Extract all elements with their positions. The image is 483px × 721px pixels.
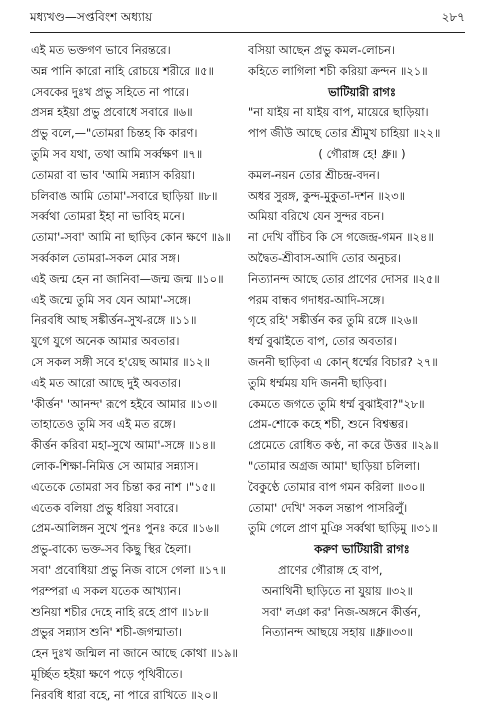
verse-line: লোক-শিক্ষা-নিমিত্ত সে আমার সন্ন্যাস।: [31, 458, 199, 473]
verse-line: তাহাতেও তুমি সব এই মত রঙ্গে।: [31, 417, 176, 432]
right-column: [248, 40, 476, 643]
verse-line: প্রভুর সন্ন্যাস শুনি' শচী-জগন্মাতা।: [31, 625, 183, 640]
raga-heading: ভাটিয়ারী রাগঃ: [328, 84, 396, 99]
verse-line: কহিতে লাগিলা শচী করিয়া ক্রন্দন ॥২১॥: [248, 63, 428, 78]
verse-line: প্রসন্ন হইয়া প্রভু প্রবোধে সবারে ॥৬॥: [31, 105, 193, 120]
verse-line: ধর্ম্ম বুঝাইতে বাপ, তোর অবতার।: [248, 334, 397, 349]
refrain-line: ( গৌরাঙ্গ হে! ধ্রু॥ ): [318, 146, 406, 161]
verse-line: এই মত ভক্তগণ ভাবে নিরন্তরে।: [31, 43, 171, 57]
verse-line: নিরবধি আছ সঙ্কীর্ত্তন-সুখ-রঙ্গে ॥১১॥: [31, 313, 197, 328]
raga-heading: করুণ ভাটিয়ারী রাগঃ: [314, 542, 410, 557]
verse-line: "না যাইয় না যাইয় বাপ, মায়েরে ছাড়িয়া।: [248, 105, 429, 120]
verse-line: চলিবাঙ আমি তোমা'-সবারে ছাড়িয়া ॥৮॥: [31, 188, 218, 203]
verse-line: প্রভু-বাক্যে ভক্ত-সব কিছু স্থির হৈলা।: [31, 542, 192, 557]
verse-line: প্রেম-শোকে কহে শচী, শুনে বিশ্বম্ভর।: [248, 417, 409, 432]
verse-line: শুনিয়া শচীর দেহে নাহি রহে প্রাণ ॥১৮॥: [31, 604, 209, 619]
verse-line: এই মত আরো আছে দুই অবতার।: [31, 375, 182, 390]
verse-line: নিরবধি ধারা বহে, না পারে রাখিতে ॥২০॥: [31, 687, 218, 702]
verse-line: যুগে যুগে অনেক আমার অবতার।: [31, 334, 180, 349]
header-rule: [30, 32, 465, 33]
verse-line: নিত্যানন্দ আছয়ে সহায় ॥ধ্রু॥৩৩॥: [262, 625, 413, 640]
verse-line: অন্ন পানি কারো নাহি রোচয়ে শরীরে ॥৫॥: [31, 63, 214, 78]
verse-line: তুমি গেলে প্রাণ মুঞি সর্ব্বথা ছাড়িমু ॥৩১॥: [248, 521, 438, 536]
verse-line: না দেখি বাঁচিব কি সে গজেন্দ্র-গমন ॥২৪॥: [248, 230, 434, 245]
verse-line: তুমি ধর্ম্মময় যদি জননী ছাড়িবা।: [248, 375, 387, 390]
verse-line: "তোমার অগ্রজ আমা' ছাড়িয়া চলিলা।: [248, 458, 421, 473]
header-title: মধ্যখণ্ড—সপ্তবিংশ অধ্যায়: [30, 10, 153, 24]
verse-line: জননী ছাড়িবা এ কোন্ ধর্ম্মের বিচার? ২৭॥: [248, 354, 438, 369]
verse-line: সে সকল সঙ্গী সবে হ'য়েছ আমার ॥১২॥: [31, 354, 210, 369]
verse-line: তুমি সব যথা, তথা আমি সর্ব্বক্ষণ ॥৭॥: [31, 146, 203, 161]
verse-line: তোমরা বা ভাব 'আমি সন্ন্যাস করিয়া।: [31, 167, 195, 182]
verse-line: বৈকুণ্ঠে তোমার বাপ গমন করিলা ॥৩০॥: [248, 479, 425, 494]
left-column: [31, 40, 239, 706]
verse-line: অনাথিনী ছাড়িতে না যুয়ায় ॥৩২॥: [262, 583, 413, 598]
verse-line: কমল-নয়ন তোর শ্রীচন্দ্র-বদন।: [248, 167, 380, 182]
verse-line: তোমা' দেখি' সকল সন্তাপ পাসরিলুঁ।: [248, 500, 408, 515]
verse-line: 'কীর্ত্তন' 'আনন্দ' রূপে হইবে আমার ॥১৩॥: [31, 396, 218, 411]
verse-line: পরম্পরা এ সকল যতেক আখ্যান।: [31, 583, 181, 598]
verse-line: এই জন্ম হেন না জানিবা—জন্ম জন্ম ॥১০॥: [31, 271, 224, 286]
verse-line: প্রাণের গৌরাঙ্গ হে বাপ,: [278, 562, 383, 577]
verse-line: কীর্ত্তন করিবা মহা-সুখে আমা'-সঙ্গে ॥১৪॥: [31, 438, 216, 453]
verse-line: অমিয়া বরিখে যেন সুন্দর বচন।: [248, 209, 385, 224]
verse-line: পাপ জীউ আছে তোর শ্রীমুখ চাহিয়া ॥২২॥: [248, 126, 441, 141]
verse-line: এই জন্মে তুমি সব যেন আমা'-সঙ্গে।: [31, 292, 191, 307]
verse-line: এতেক বলিয়া প্রভু ধরিয়া সবারে।: [31, 500, 179, 515]
verse-line: মূর্চ্ছিত হইয়া ক্ষণে পড়ে পৃথিবীতে।: [31, 666, 183, 681]
verse-line: হেন দুঃখ জন্মিল না জানে আছে কোথা ॥১৯॥: [31, 646, 238, 661]
verse-line: অধর সুরঙ্গ, কুন্দ-মুকুতা-দশন ॥২৩॥: [248, 188, 406, 203]
verse-line: অদ্বৈত-শ্রীবাস-আদি তোর অনুচর।: [248, 250, 401, 265]
running-header: [30, 8, 465, 30]
verse-line: সবা' লঞা কর' নিজ-অঙ্গনে কীর্ত্তন,: [262, 604, 421, 619]
verse-line: বসিয়া আছেন প্রভু কমল-লোচন।: [248, 43, 395, 57]
verse-line: পরম বান্ধব গদাধর-আদি-সঙ্গে।: [248, 292, 385, 307]
verse-line: প্রেমেতে রোধিত কণ্ঠ, না করে উত্তর ॥২৯॥: [248, 438, 439, 453]
verse-line: সবা' প্রবোধিয়া প্রভু নিজ বাসে গেলা ॥১৭॥: [31, 562, 226, 577]
verse-line: কেমতে জগতে তুমি ধর্ম্ম বুঝাইবা?"২৮॥: [248, 396, 425, 411]
verse-line: গৃহে রহি' সঙ্কীর্ত্তন কর তুমি রঙ্গে ॥২৬॥: [248, 313, 418, 328]
verse-line: প্রেম-আলিঙ্গন সুখে পুনঃ পুনঃ করে ॥১৬॥: [31, 521, 220, 536]
verse-line: সর্ব্বকাল তোমরা-সকল মোর সঙ্গ।: [31, 250, 180, 265]
verse-line: তোমা'-সবা' আমি না ছাড়িব কোন ক্ষণে ॥৯॥: [31, 230, 231, 245]
verse-line: সর্ব্বথা তোমরা ইহা না ভাবিহ মনে।: [31, 209, 185, 224]
verse-line: প্রভু বলে,—"তোমরা চিন্তহ কি কারণ।: [31, 126, 198, 141]
page-number: ২৮৭: [441, 10, 465, 24]
verse-line: সেবকের দুঃখ প্রভু সহিতে না পারে।: [31, 84, 189, 99]
verse-line: এতেকে তোমরা সব চিন্তা কর নাশ ।"১৫॥: [31, 479, 216, 494]
verse-line: নিত্যানন্দ আছে তোর প্রাণের দোসর ॥২৫॥: [248, 271, 440, 286]
